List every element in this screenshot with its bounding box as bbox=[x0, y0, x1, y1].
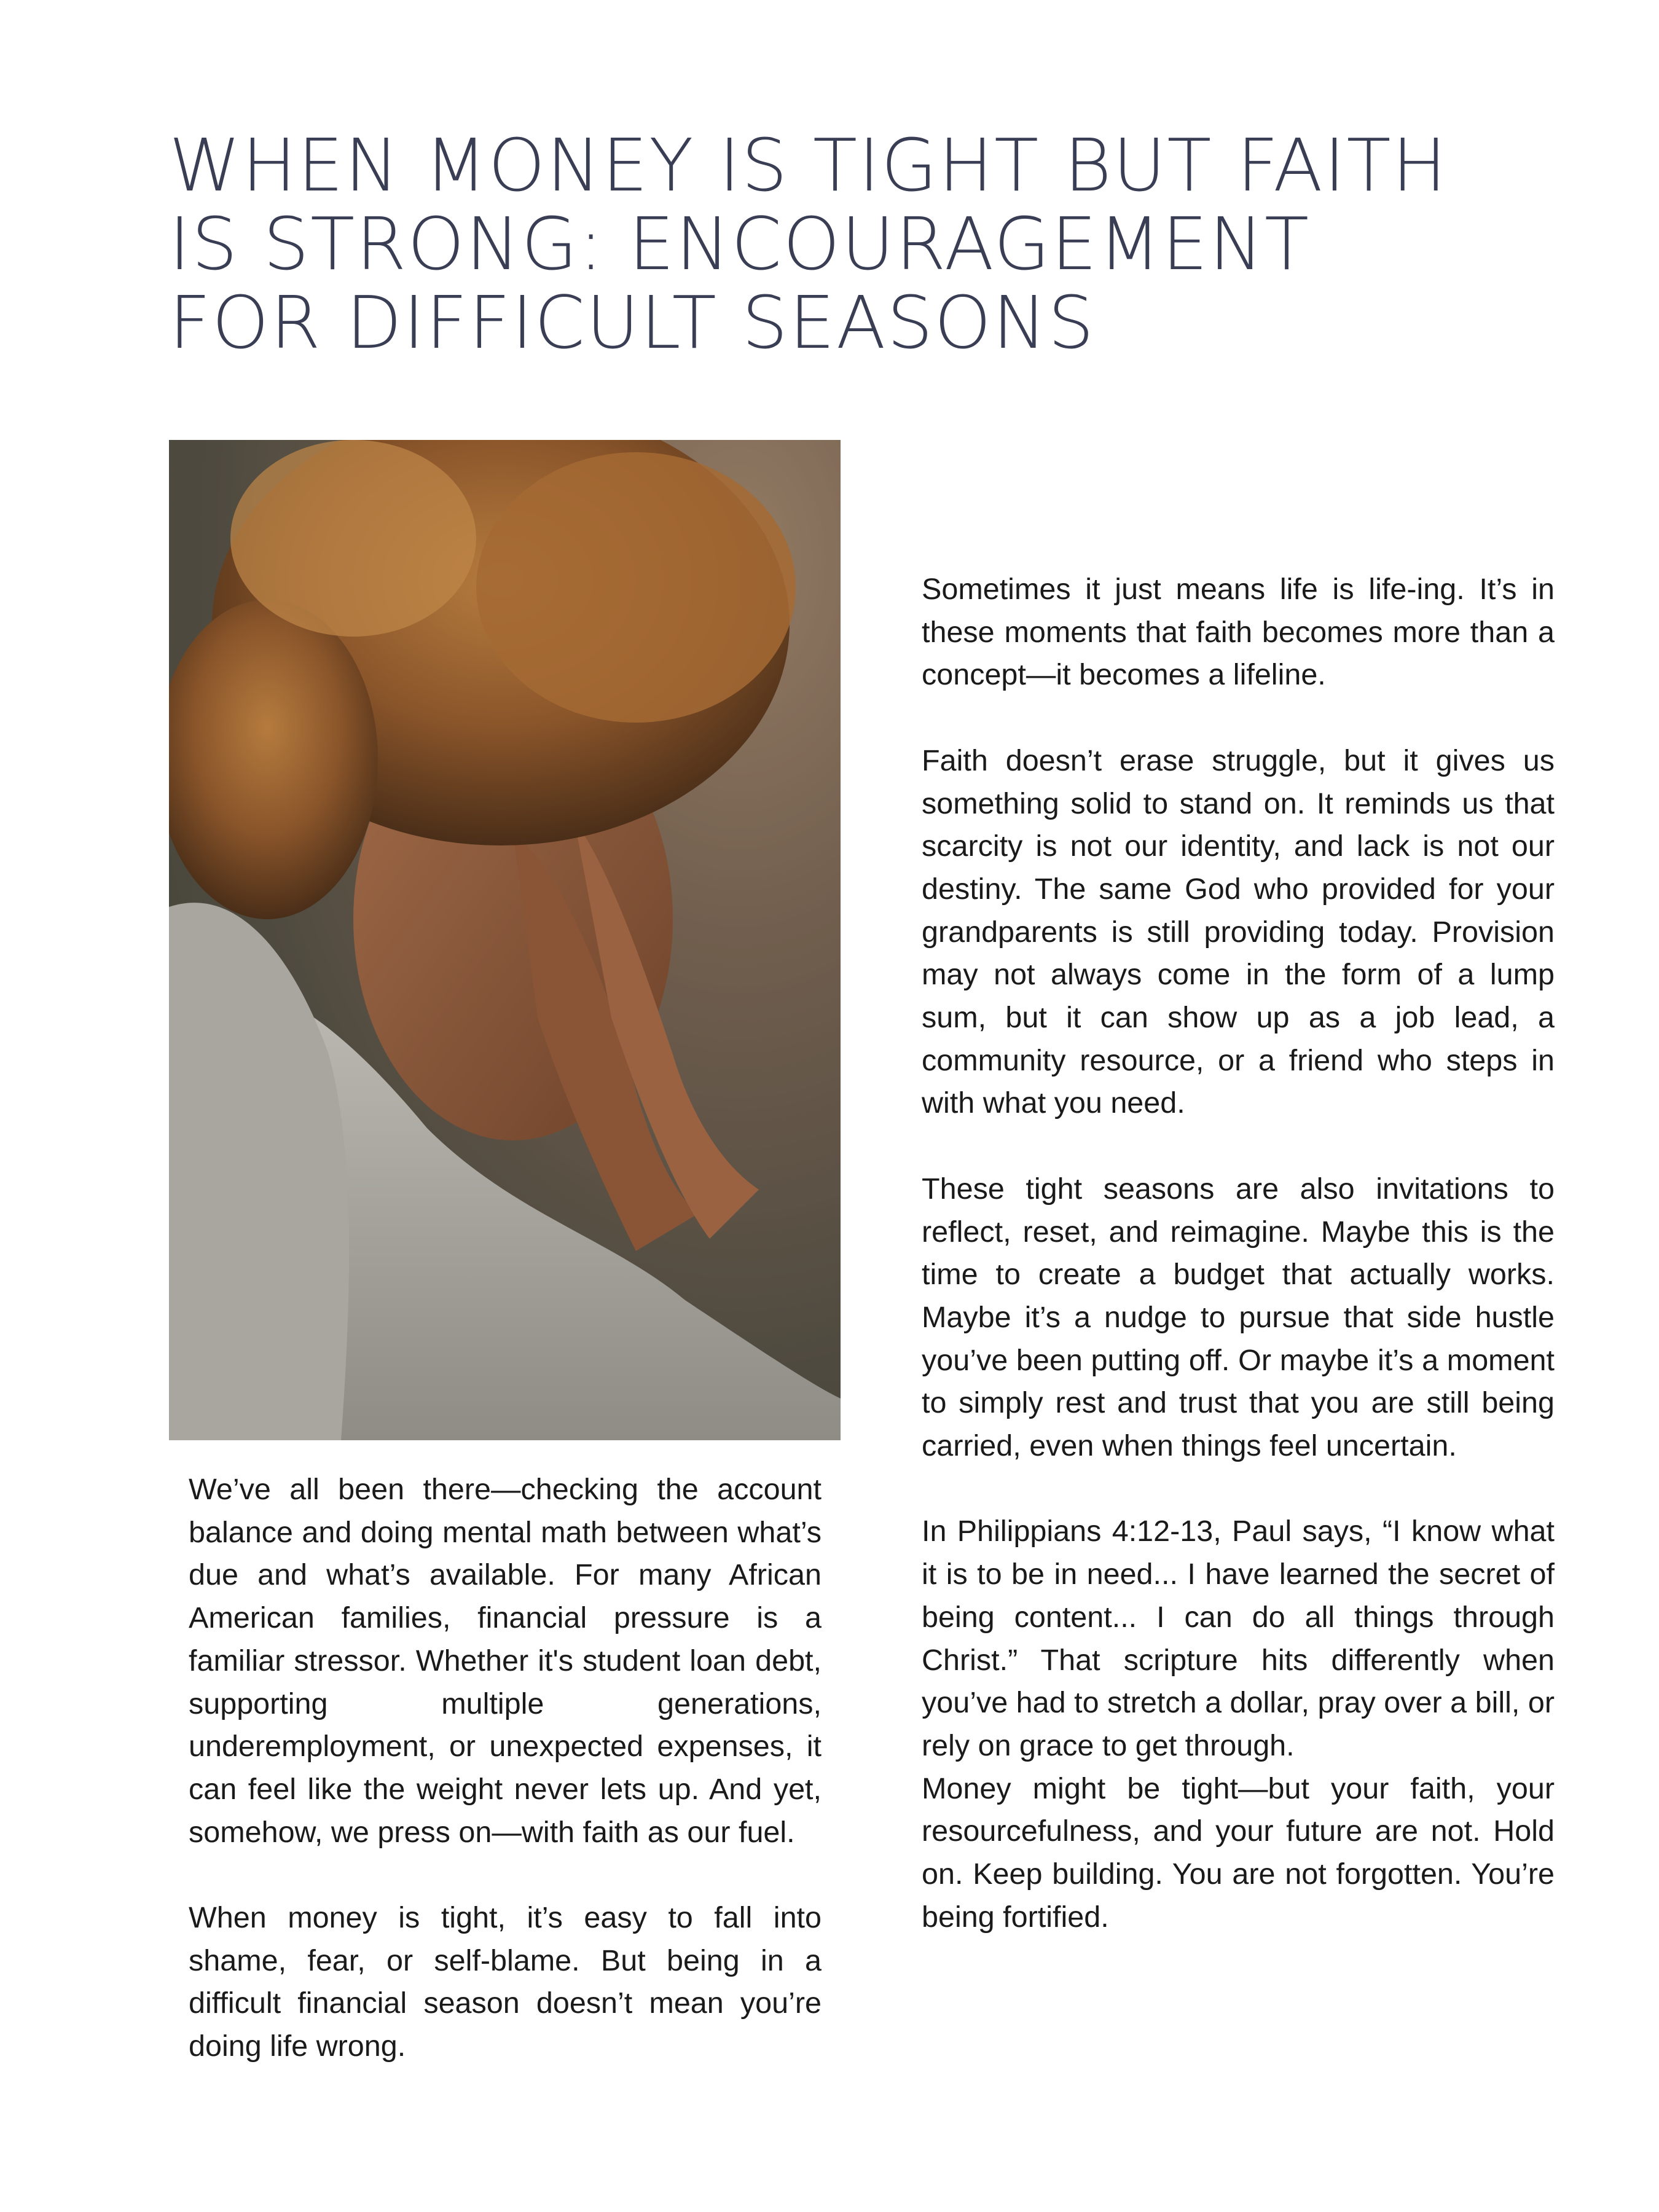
article-title bbox=[169, 123, 1521, 365]
paragraph: Sometimes it just means life is life-ing. It’s in these moments that faith becomes more than a concept—it becomes a lifeline. bbox=[922, 573, 1555, 692]
paragraph: We’ve all been there—checking the account balance and doing mental math between what’s due and what’s available. For many African American families, financial pressure is a familiar stressor. Whether it's student loan debt, supporting multiple generations, underemployment, or unexpected expenses, it can feel like the weight never lets up. And yet, somehow, we press on—with faith as our fuel. bbox=[189, 1473, 822, 1849]
left-column bbox=[189, 1469, 822, 2068]
paragraph: When money is tight, it’s easy to fall into shame, fear, or self-blame. But being in a difficult financial season doesn’t mean you’re doing life wrong. bbox=[189, 1901, 822, 2063]
title-line-2: IS STRONG: ENCOURAGEMENT bbox=[169, 202, 1311, 286]
paragraph: These tight seasons are also invitations to reflect, reset, and reimagine. Maybe this is the time to create a budget that actually works. Maybe it’s a nudge to pursue that side hustle you’ve been putting off. Or maybe it’s a moment to simply rest and trust that you are still being carried, even when things feel uncertain. bbox=[922, 1172, 1555, 1463]
paragraph: Faith doesn’t erase struggle, but it gives us something solid to stand on. It reminds us that scarcity is not our identity, and lack is not our destiny. The same God who provided for your grandparents is still providing today. Provision may not always come in the form of a lump sum, but it can show up as a job lead, a community resource, or a friend who steps in with what you need. bbox=[922, 743, 1555, 1120]
title-line-1: WHEN MONEY IS TIGHT BUT FAITH bbox=[169, 123, 1448, 208]
paragraph: Money might be tight—but your faith, your resourcefulness, and your future are not. Hold on. Keep building. You are not forgotten. You’re being fortified. bbox=[922, 1771, 1555, 1934]
title-line-3: FOR DIFFICULT SEASONS bbox=[169, 280, 1096, 365]
article-photo bbox=[169, 440, 841, 1440]
paragraph: In Philippians 4:12-13, Paul says, “I know what it is to be in need... I have learned the secret of being content... I can do all things through Christ.” That scripture hits differently when you’ve had to stretch a dollar, pray over a bill, or rely on grace to get through. bbox=[922, 1515, 1555, 1762]
right-column bbox=[922, 568, 1555, 1939]
woman-praying-illustration bbox=[169, 440, 841, 1440]
